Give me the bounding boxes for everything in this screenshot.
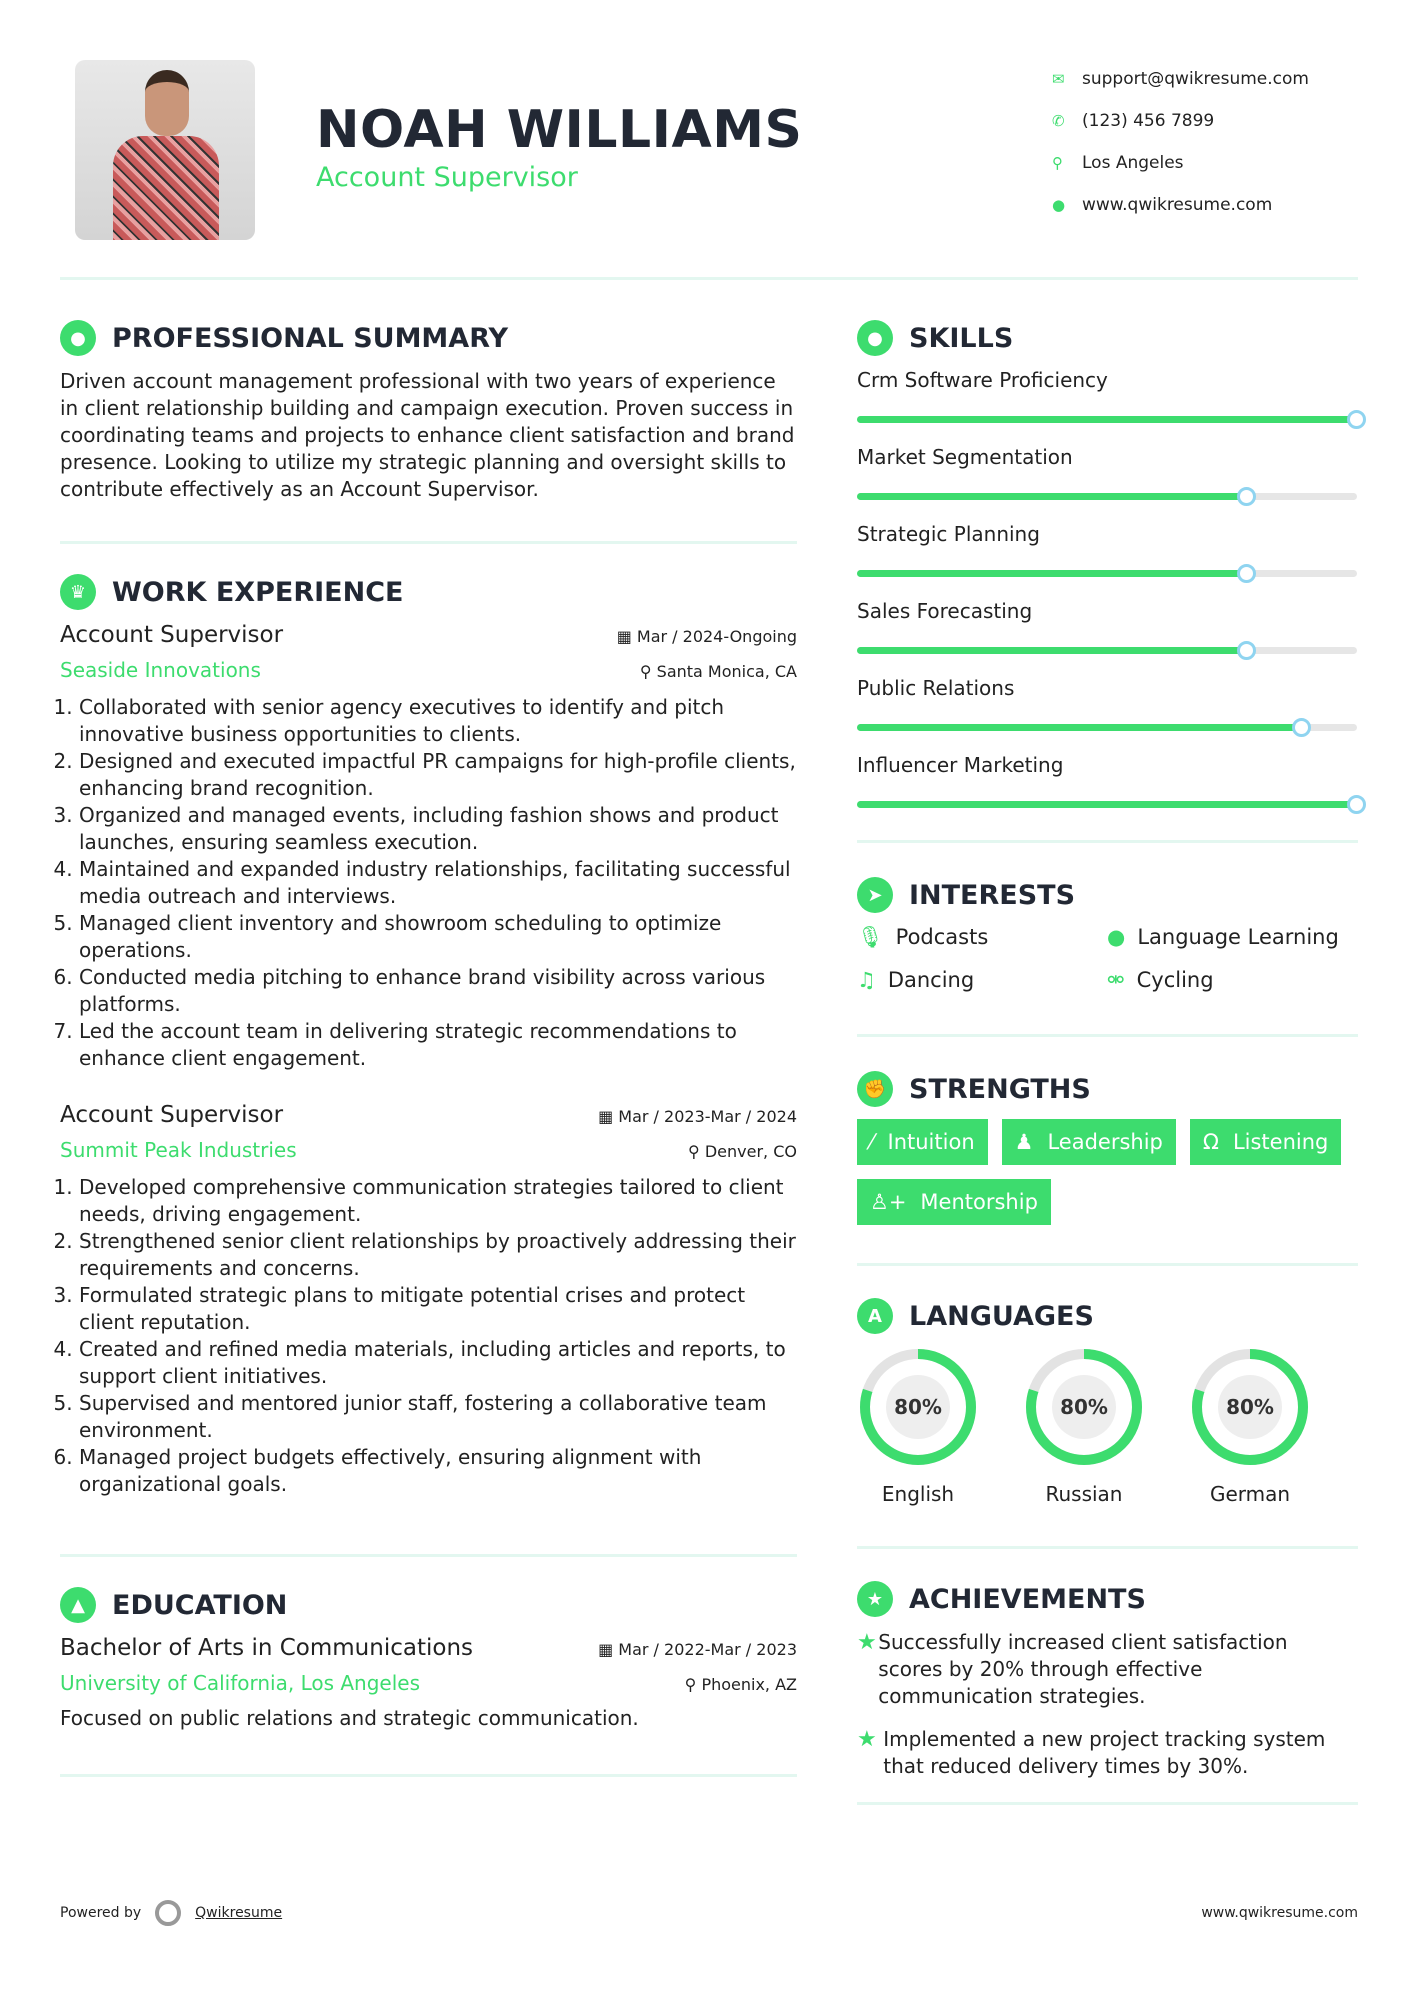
contact-website[interactable]: [1052, 184, 1309, 226]
job-location: [688, 1142, 797, 1161]
job-bullet: 2. Strengthened senior client relationships by proactively addressing their requirements and concerns.: [79, 1228, 797, 1282]
skill-bar: [857, 647, 1357, 654]
phone-icon: ✆: [1052, 112, 1065, 130]
language-ring: [857, 1346, 979, 1468]
language-ring: [1189, 1346, 1311, 1468]
job-bullet: 2. Designed and executed impactful PR campaigns for high-profile clients, enhancing brand recognition.: [79, 748, 797, 802]
strength-label: Leadership: [1047, 1130, 1163, 1154]
job-bullet: 3. Formulated strategic plans to mitigate potential crises and protect client reputation.: [79, 1282, 797, 1336]
qwikresume-logo-icon: [155, 1900, 181, 1926]
language-name: German: [1209, 1482, 1291, 1506]
interest-item: [1107, 968, 1357, 992]
language-percent: 80%: [1226, 1395, 1274, 1419]
language-item: [857, 1346, 979, 1506]
star-badge-icon: ★: [857, 1581, 893, 1617]
pin-icon: ⚲: [639, 662, 657, 681]
skill-bar-fill: [857, 801, 1357, 808]
skill-bar-fill: [857, 724, 1302, 731]
achievement-item: [857, 1629, 1358, 1710]
skill-name: Crm Software Proficiency: [857, 368, 1108, 392]
skill-bar-fill: [857, 416, 1357, 423]
contact-text: support@qwikresume.com: [1082, 69, 1309, 89]
summary-text: Driven account management professional with two years of experience in client relationship building and campaign execution. Proven success in coordinating teams and projects to enhance client satisfaction and brand presence. Looking to utilize my strategic planning and oversight skills to contribute effectively as an Account Supervisor.: [60, 369, 795, 501]
job-bullets: [60, 1174, 797, 1498]
skill-bar-knob: [1237, 487, 1256, 506]
job-bullets: [60, 694, 797, 1072]
interest-item: [857, 925, 1107, 950]
skills-section: [857, 320, 1358, 830]
user-plus-icon: ♙+: [870, 1190, 907, 1214]
job-date: [617, 627, 797, 646]
star-icon: ★: [857, 1630, 877, 1655]
users-icon: ♟: [1014, 1130, 1034, 1154]
job-bullet: 7. Led the account team in delivering strategic recommendations to enhance client engagement.: [79, 1018, 797, 1072]
company-name: Summit Peak Industries: [60, 1138, 297, 1162]
divider: [60, 277, 1358, 280]
profile-photo: [75, 60, 255, 240]
interest-label: Cycling: [1136, 968, 1214, 992]
contact-phone: [1052, 100, 1309, 142]
skill-bar-knob: [1292, 718, 1311, 737]
strength-label: Listening: [1232, 1130, 1329, 1154]
divider: [60, 1554, 797, 1557]
skill-bar-knob: [1347, 410, 1366, 429]
pin-icon: ⚲: [684, 1675, 702, 1694]
section-heading: ACHIEVEMENTS: [909, 1583, 1146, 1615]
job-bullet: 5. Managed client inventory and showroom scheduling to optimize operations.: [79, 910, 797, 964]
date-text: Mar / 2022-Mar / 2023: [618, 1640, 797, 1659]
skill-name: Public Relations: [857, 676, 1015, 700]
education-section: [60, 1587, 797, 1732]
pin-icon: ⚲: [688, 1142, 705, 1161]
skill-name: Sales Forecasting: [857, 599, 1033, 623]
interest-label: Podcasts: [895, 925, 989, 949]
skill-bar-knob: [1237, 641, 1256, 660]
skill-bar-knob: [1237, 564, 1256, 583]
section-heading: SKILLS: [909, 322, 1014, 354]
fist-icon: ✊: [857, 1071, 893, 1107]
location-text: Phoenix, AZ: [701, 1675, 797, 1694]
language-percent: 80%: [1060, 1395, 1108, 1419]
interest-item: [1107, 925, 1357, 950]
achievement-text: Implemented a new project tracking system that reduced delivery times by 30%.: [883, 1727, 1326, 1778]
language-icon: A: [857, 1298, 893, 1334]
education-date: [598, 1640, 797, 1659]
skill-bar: [857, 801, 1357, 808]
job-bullet: 6. Conducted media pitching to enhance brand visibility across various platforms.: [79, 964, 797, 1018]
contact-text: (123) 456 7899: [1082, 111, 1215, 131]
education-location: [685, 1675, 797, 1694]
job-bullet: 6. Managed project budgets effectively, ensuring alignment with organizational goals.: [79, 1444, 797, 1498]
job-bullet: 4. Created and refined media materials, including articles and reports, to support client initiatives.: [79, 1336, 797, 1390]
job-bullet: 1. Collaborated with senior agency executives to identify and pitch innovative business opportunities to clients.: [79, 694, 797, 748]
section-heading: STRENGTHS: [909, 1073, 1091, 1105]
brand-link[interactable]: Qwikresume: [195, 1905, 283, 1921]
strength-tag: [1190, 1119, 1341, 1165]
calendar-icon: ▦: [598, 1640, 619, 1659]
skill-bar: [857, 724, 1357, 731]
location-text: Santa Monica, CA: [656, 662, 797, 681]
job-date: [598, 1107, 797, 1126]
divider: [857, 1802, 1358, 1805]
job-bullet: 4. Maintained and expanded industry relationships, facilitating successful media outreach and interviews.: [79, 856, 797, 910]
divider: [60, 541, 797, 544]
microphone-icon: 🎙: [857, 925, 884, 949]
school: University of California, Los Angeles: [60, 1671, 421, 1695]
contact-text: Los Angeles: [1082, 153, 1184, 173]
footer-site[interactable]: www.qwikresume.com: [1201, 1905, 1358, 1921]
user-icon: ●: [60, 320, 96, 356]
section-heading: LANGUAGES: [909, 1300, 1094, 1332]
divider: [857, 840, 1358, 843]
work-section: [60, 574, 797, 1498]
section-heading: EDUCATION: [112, 1589, 288, 1621]
bicycle-icon: ⚮: [1107, 968, 1125, 992]
globe-icon: ●: [1052, 196, 1066, 214]
job-title: Account Supervisor: [60, 1102, 284, 1128]
language-item: [1189, 1346, 1311, 1506]
divider: [60, 1774, 797, 1777]
job-entry: [60, 622, 797, 1072]
magic-wand-icon: ⁄: [870, 1130, 874, 1154]
calendar-icon: ▦: [598, 1107, 619, 1126]
achievements-section: [857, 1581, 1358, 1780]
languages-section: [857, 1298, 1358, 1506]
skill-bar: [857, 493, 1357, 500]
paper-plane-icon: ➤: [857, 877, 893, 913]
powered-by-label: Powered by: [60, 1905, 142, 1921]
job-bullet: 3. Organized and managed events, including fashion shows and product launches, ensuring seamless execution.: [79, 802, 797, 856]
job-title: Account Supervisor: [60, 622, 284, 648]
footer: [60, 1900, 1358, 1926]
achievement-text: Successfully increased client satisfaction scores by 20% through effective communication strategies.: [878, 1630, 1288, 1708]
degree: Bachelor of Arts in Communications: [60, 1635, 474, 1661]
skill-item: [857, 522, 1358, 599]
briefcase-icon: ♛: [60, 574, 96, 610]
strength-tag: [857, 1179, 1051, 1225]
skill-name: Market Segmentation: [857, 445, 1073, 469]
section-heading: WORK EXPERIENCE: [112, 576, 404, 608]
calendar-icon: ▦: [616, 627, 637, 646]
music-icon: ♫: [857, 968, 876, 992]
skill-bar: [857, 570, 1357, 577]
language-ring: [1023, 1346, 1145, 1468]
skill-bar-fill: [857, 647, 1247, 654]
job-location: [640, 662, 797, 681]
interest-label: Language Learning: [1137, 925, 1339, 949]
contact-text: www.qwikresume.com: [1082, 195, 1273, 215]
interests-section: [857, 877, 1358, 992]
globe-icon: ●: [1107, 925, 1126, 949]
skill-item: [857, 676, 1358, 753]
skill-item: [857, 368, 1358, 445]
language-name: English: [881, 1482, 955, 1506]
map-pin-icon: ⚲: [1052, 154, 1063, 172]
strength-label: Mentorship: [920, 1190, 1038, 1214]
skill-name: Strategic Planning: [857, 522, 1040, 546]
divider: [857, 1263, 1358, 1266]
skill-name: Influencer Marketing: [857, 753, 1064, 777]
lightbulb-icon: ●: [857, 320, 893, 356]
strengths-section: [857, 1071, 1358, 1225]
contact-location: [1052, 142, 1309, 184]
section-heading: PROFESSIONAL SUMMARY: [112, 322, 509, 354]
divider: [857, 1034, 1358, 1037]
contact-list: [1052, 58, 1309, 226]
skill-bar-fill: [857, 493, 1247, 500]
star-icon: ★: [857, 1727, 877, 1752]
divider: [857, 1546, 1358, 1549]
candidate-title: Account Supervisor: [316, 162, 578, 193]
company-name: Seaside Innovations: [60, 658, 261, 682]
location-text: Denver, CO: [704, 1142, 797, 1161]
job-bullet: 5. Supervised and mentored junior staff, fostering a collaborative team environment.: [79, 1390, 797, 1444]
date-text: Mar / 2023-Mar / 2024: [618, 1107, 797, 1126]
interest-item: [857, 968, 1107, 992]
language-item: [1023, 1346, 1145, 1506]
summary-section: [60, 320, 797, 503]
strength-tag: [857, 1119, 988, 1165]
education-text: Focused on public relations and strategic communication.: [60, 1706, 639, 1730]
language-percent: 80%: [894, 1395, 942, 1419]
candidate-name: NOAH WILLIAMS: [316, 100, 803, 160]
job-bullet: 1. Developed comprehensive communication strategies tailored to client needs, driving engagement.: [79, 1174, 797, 1228]
achievement-item: [857, 1726, 1358, 1780]
contact-email[interactable]: [1052, 58, 1309, 100]
graduation-icon: ▲: [60, 1587, 96, 1623]
date-text: Mar / 2024-Ongoing: [636, 627, 797, 646]
section-heading: INTERESTS: [909, 879, 1076, 911]
job-entry: [60, 1102, 797, 1498]
skill-bar-fill: [857, 570, 1247, 577]
skill-bar-knob: [1347, 795, 1366, 814]
envelope-icon: ✉: [1052, 70, 1065, 88]
skill-bar: [857, 416, 1357, 423]
skill-item: [857, 753, 1358, 830]
headphones-icon: Ω: [1202, 1130, 1219, 1154]
strength-tag: [1002, 1119, 1176, 1165]
strength-label: Intuition: [887, 1130, 975, 1154]
skill-item: [857, 445, 1358, 522]
language-name: Russian: [1045, 1482, 1123, 1506]
interest-label: Dancing: [887, 968, 975, 992]
skill-item: [857, 599, 1358, 676]
